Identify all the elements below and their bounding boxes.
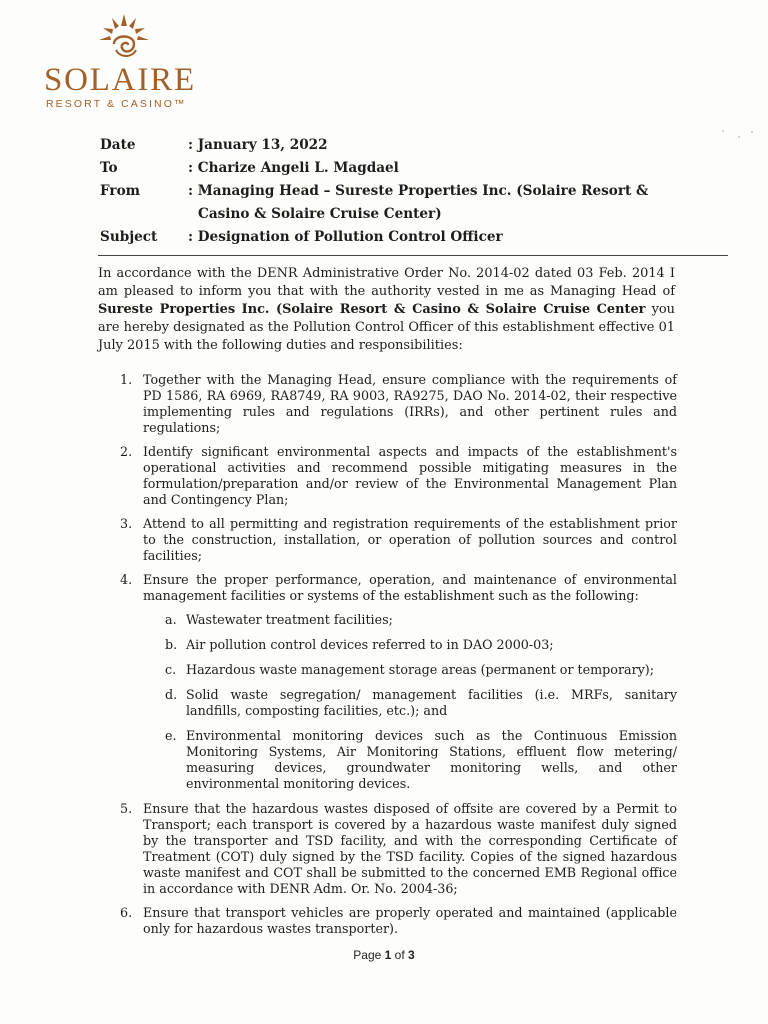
to-value: : Charize Angeli L. Magdael [188,160,399,176]
intro-text-before: In accordance with the DENR Administrative Order No. 2014-02 dated 03 Feb. 2014 I am pleased to inform you that with the authority vested in me as Managing Head of [98,266,675,299]
current-page: 1 [384,948,392,962]
duty-item [100,516,677,564]
duty-item [100,905,677,937]
date-label: Date [100,137,136,153]
of-word: of [394,948,405,962]
duty-number: 2. [120,444,133,459]
intro-paragraph [98,265,675,355]
duty-item [100,801,677,897]
duty-number: 6. [120,905,133,920]
subject-row [100,226,680,249]
duty-text: Ensure that the hazardous wastes disposed of offsite are covered by a Permit to Transport; each transport is covered by a hazardous waste manifest duly signed by the transporter and TSD facility, and with the corresponding Certificate of Treatment (COT) duly signed by the TSD facility. Copies of the signed hazardous waste manifest and COT shall be submitted to the concerned EMB Regional office in accordance with DENR Adm. Or. No. 2004-36; [143,801,677,896]
date-row [100,134,680,157]
intro-company-bold: Sureste Properties Inc. (Solaire Resort & Casino & Solaire Cruise Center [98,302,646,317]
from-row [100,180,680,203]
to-row [100,157,680,180]
solaire-logo [44,10,214,110]
facility-item [143,662,677,678]
from-label: From [100,183,141,199]
page-indicator [0,948,768,962]
intro-text-after: you are hereby designated as the Pollution Control Officer of this establishment effective 01 July 2015 with the following duties and responsibilities: [98,302,675,353]
duty-text: Together with the Managing Head, ensure compliance with the requirements of PD 1586, RA 6969, RA8749, RA 9003, RA9275, DAO No. 2014-02, their respective implementing rules and regulations (IRRs), and other pertinent rules and regulations; [143,372,677,435]
facility-text: Hazardous waste management storage areas (permanent or temporary); [186,662,655,677]
duty-number: 5. [120,801,133,816]
from-value-continued: Casino & Solaire Cruise Center) [198,206,442,222]
memo-header [100,134,680,249]
facility-text: Solid waste segregation/ management facilities (i.e. MRFs, sanitary landfills, composting facilities, etc.); and [186,687,677,718]
duty-text: Attend to all permitting and registration requirements of the establishment prior to the construction, installation, or operation of pollution sources and control facilities; [143,516,677,563]
duty-number: 1. [120,372,133,387]
subject-value: : Designation of Pollution Control Officer [188,229,503,245]
page-word: Page [353,948,382,962]
facility-letter: c. [165,662,177,677]
to-label: To [100,160,118,176]
duty-text: Ensure that transport vehicles are properly operated and maintained (applicable only for hazardous wastes transporter). [143,905,677,936]
duty-item [100,572,677,792]
facility-item [143,612,677,628]
facility-item [143,728,677,792]
total-pages: 3 [408,948,415,962]
facility-letter: b. [165,637,178,652]
facility-letter: d. [165,687,178,702]
duties-list [100,372,677,945]
facility-text: Air pollution control devices referred to in DAO 2000-03; [186,637,554,652]
date-value: : January 13, 2022 [188,137,328,153]
duty-text: Ensure the proper performance, operation, and maintenance of environmental management facilities or systems of the establishment such as the following: [143,572,677,603]
duty-number: 4. [120,572,133,587]
facility-letter: e. [165,728,177,743]
facility-item [143,687,677,719]
duty-text: Identify significant environmental aspects and impacts of the establishment's operational activities and recommend possible mitigating measures in the formulation/preparation and/or review of the Environmental Management Plan and Contingency Plan; [143,444,677,507]
duty-item [100,372,677,436]
from-value: : Managing Head – Sureste Properties Inc. (Solaire Resort & [188,183,649,199]
header-divider [98,255,728,256]
duty-number: 3. [120,516,133,531]
subject-label: Subject [100,229,158,245]
facility-letter: a. [165,612,177,627]
duty-item [100,444,677,508]
brand-name: SOLAIRE [44,62,196,98]
facility-item [143,637,677,653]
facility-text: Wastewater treatment facilities; [186,612,393,627]
facility-text: Environmental monitoring devices such as the Continuous Emission Monitoring Systems, Air Monitoring Stations, effluent flow metering/ measuring devices, groundwater monitoring wells, and other environmental monitoring devices. [186,728,677,791]
brand-tagline: RESORT & CASINO™ [46,98,187,110]
sun-emblem-icon [90,10,158,68]
